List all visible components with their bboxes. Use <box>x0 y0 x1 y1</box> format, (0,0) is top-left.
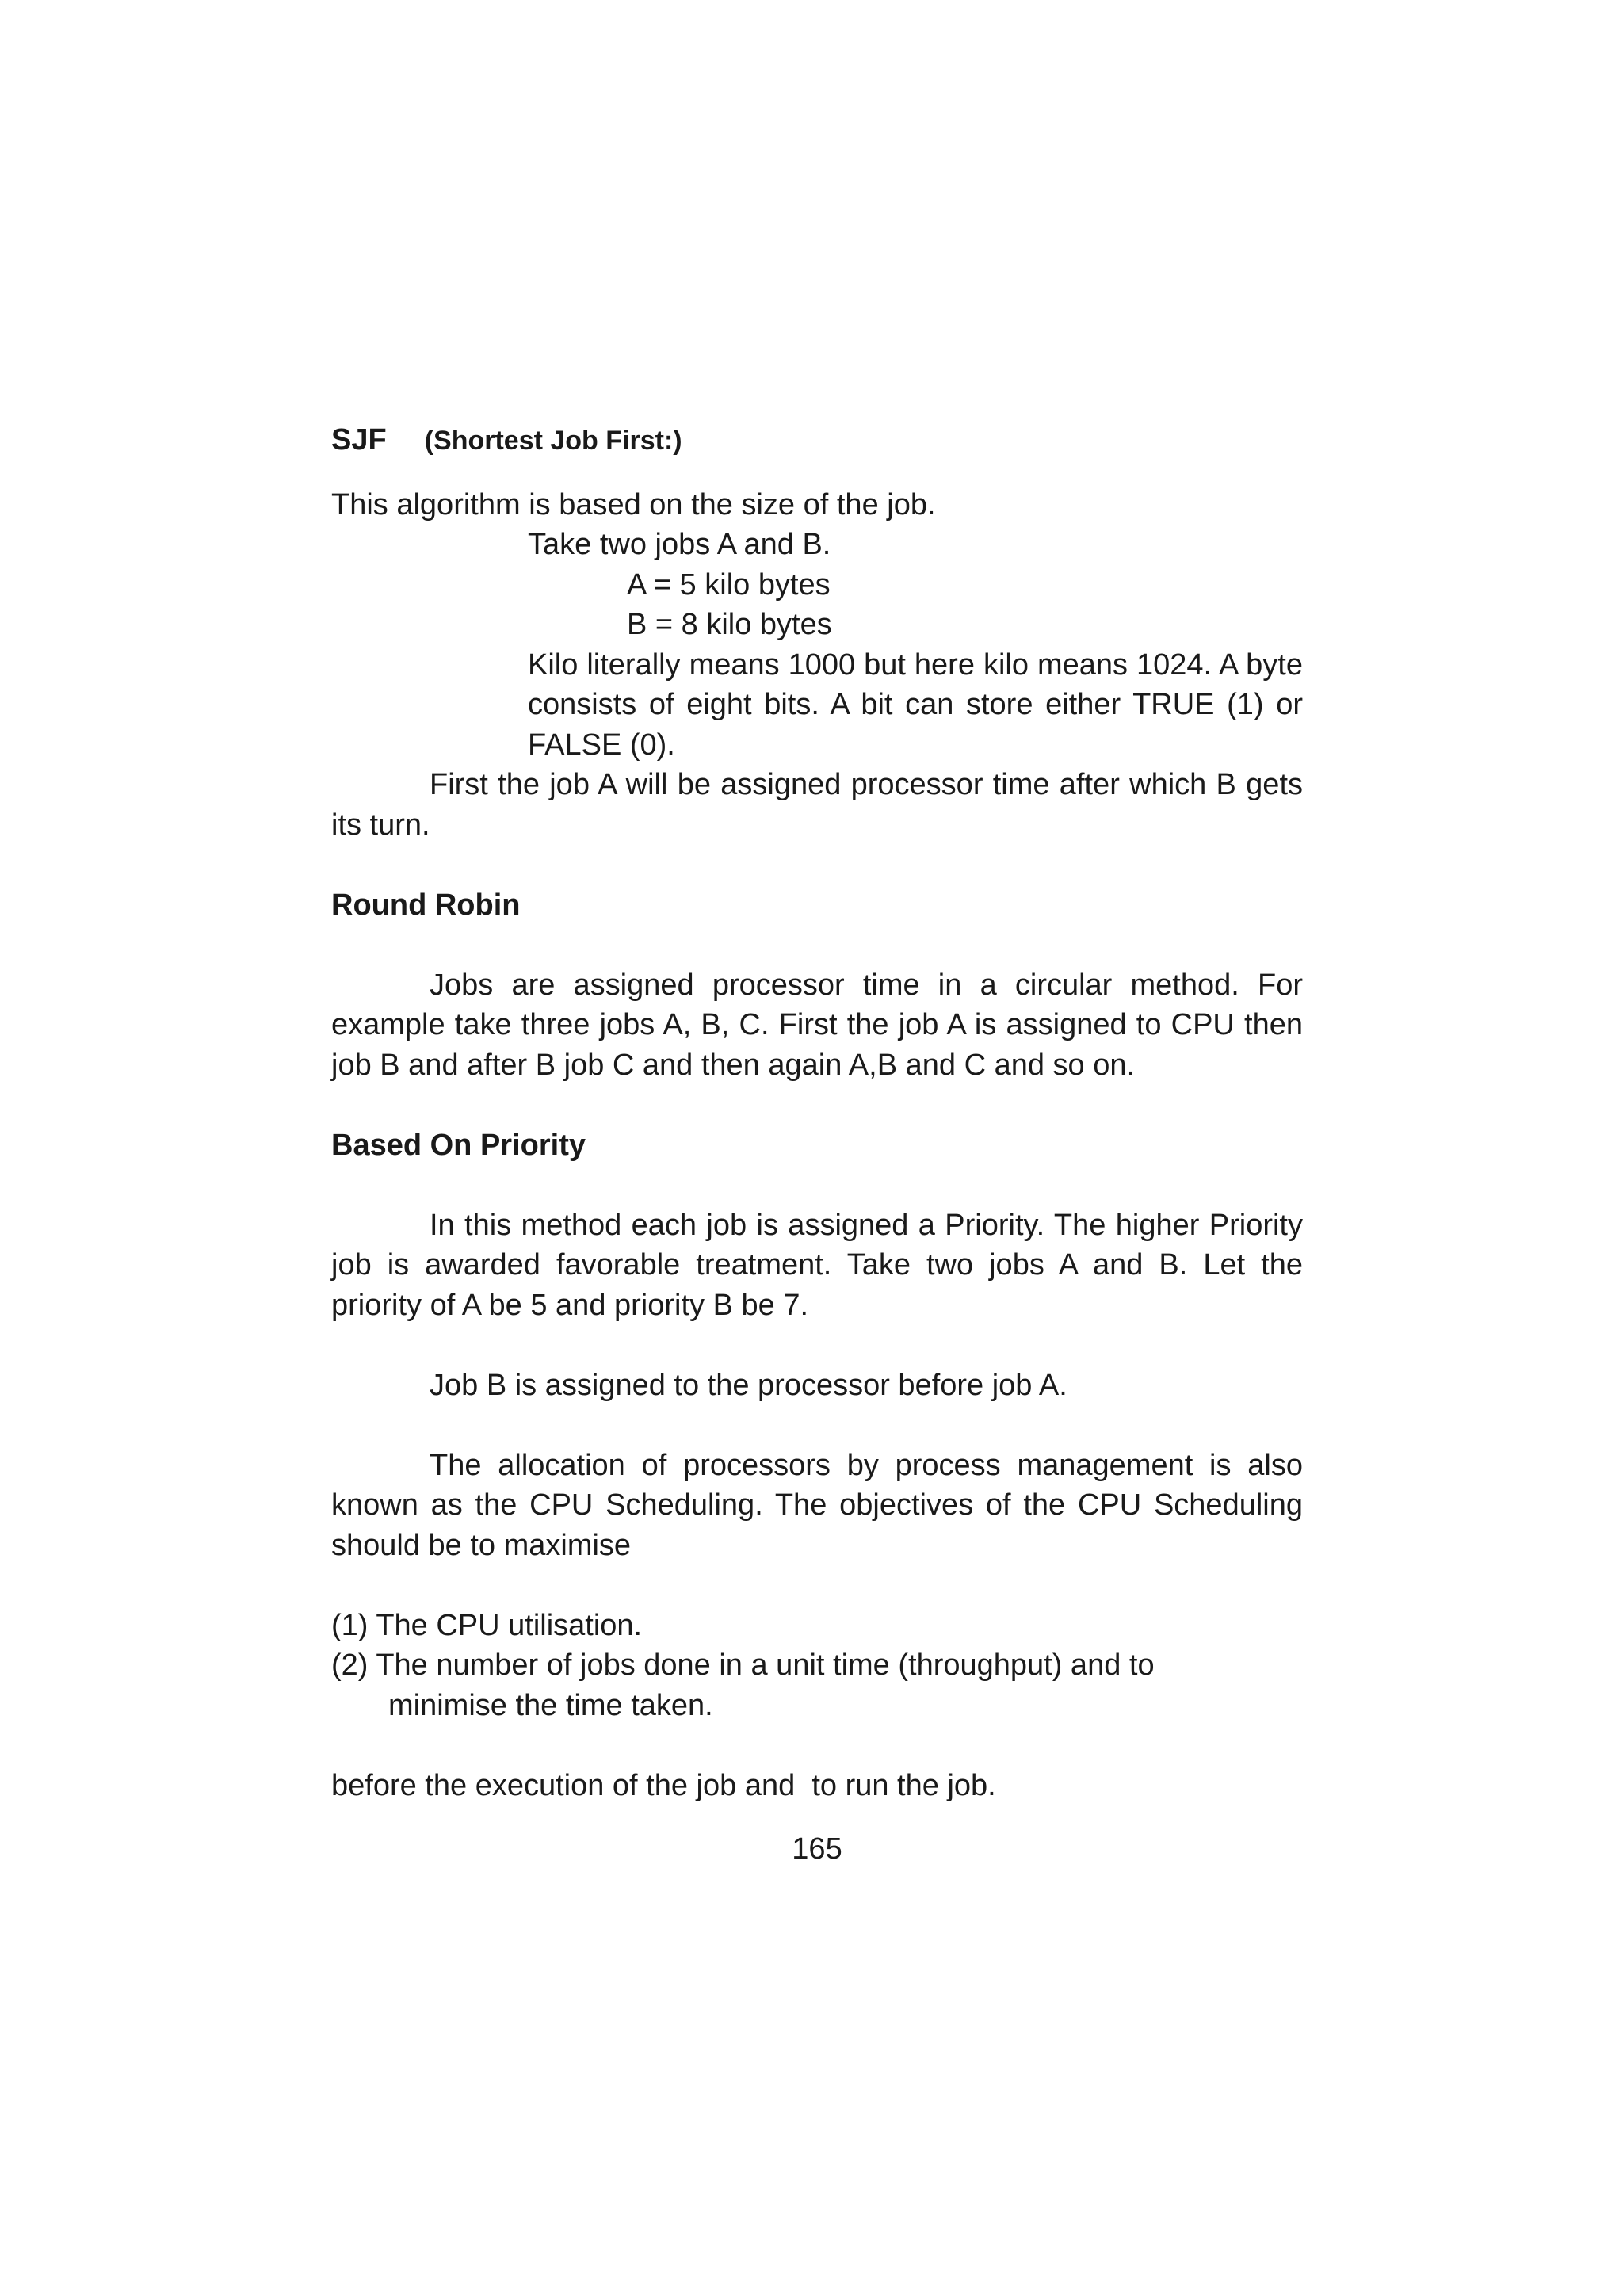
priority-heading: Based On Priority <box>331 1128 586 1162</box>
sjf-job-a: A = 5 kilo bytes <box>627 567 831 602</box>
sjf-order: First the job A will be assigned processor time after which B gets its turn. <box>331 768 1303 842</box>
objective-item: (1) The CPU utilisation. <box>331 1608 643 1642</box>
page-content <box>331 420 1303 1870</box>
sjf-kilo-note: Kilo literally means 1000 but here kilo means 1024. A byte consists of eight bits. A bit can store either TRUE (1) or FALSE (0). <box>528 648 1303 762</box>
priority-body: In this method each job is assigned a Priority. The higher Priority job is awarded favorable treatment. Take two jobs A and B. Let the priority of A be 5 and priority B be 7. <box>331 1208 1303 1322</box>
sjf-take-two: Take two jobs A and B. <box>528 528 831 561</box>
page-number: 165 <box>792 1832 842 1866</box>
sjf-intro: This algorithm is based on the size of the job. <box>331 487 936 521</box>
sjf-job-b: B = 8 kilo bytes <box>627 608 832 641</box>
sjf-title: SJF <box>331 423 387 457</box>
round-robin-heading: Round Robin <box>331 888 521 922</box>
objective-item: (2) The number of jobs done in a unit time (throughput) and to minimise the time taken. <box>331 1648 1155 1722</box>
sjf-heading <box>331 420 1303 461</box>
round-robin-body: Jobs are assigned processor time in a circular method. For example take three jobs A, B, C. First the job A is assigned to CPU then job B and after B job C and then again A,B and C and so on. <box>331 968 1303 1082</box>
sjf-subtitle: (Shortest Job First:) <box>424 426 682 456</box>
closing-line: before the execution of the job and to run the job. <box>331 1768 996 1802</box>
scheduling-paragraph: The allocation of processors by process management is also known as the CPU Scheduling. The objectives of the CPU Scheduling should be to maximise <box>331 1448 1303 1562</box>
priority-result: Job B is assigned to the processor before job A. <box>430 1368 1067 1402</box>
